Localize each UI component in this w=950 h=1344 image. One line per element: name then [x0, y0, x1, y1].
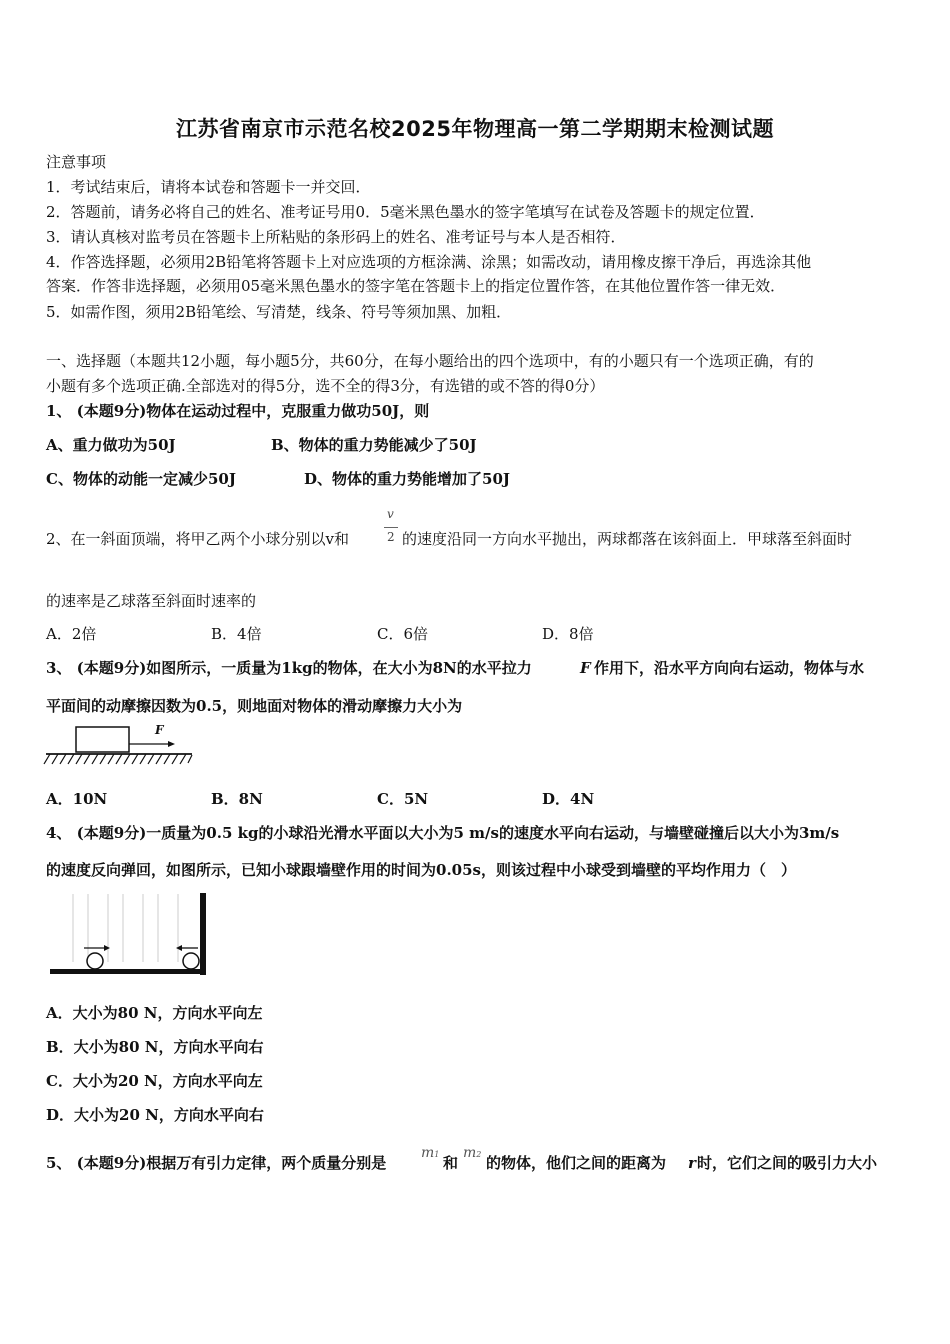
q2-fraction-bar — [384, 527, 398, 528]
q2-stem-part1: 2、在一斜面顶端，将甲乙两个小球分别以v和 — [46, 530, 350, 548]
notes-heading: 注意事项 — [46, 153, 107, 171]
note-item: 2．答题前，请务必将自己的姓名、准考证号用0．5毫米黑色墨水的签字笔填写在试卷及答题卡的规定位置． — [46, 203, 765, 221]
q4-ball-wall-figure — [48, 890, 213, 980]
q2-option-a: A．2倍 — [46, 625, 97, 643]
q3-stem-part1: 3、 (本题9分)如图所示，一质量为1kg的物体，在大小为8N的水平拉力 — [46, 659, 532, 677]
q5-and: 和 — [443, 1154, 459, 1172]
page-title: 江苏省南京市示范名校2025年物理高一第二学期期末检测试题 — [176, 117, 774, 141]
q4-ball-right — [183, 953, 199, 969]
q3-figure-force-label: F — [155, 723, 164, 737]
q2-option-d: D．8倍 — [542, 625, 594, 643]
q4-wall — [200, 893, 206, 975]
q1-option-b: B、物体的重力势能减少了50J — [271, 436, 477, 454]
q2-fraction-numerator: v — [387, 507, 394, 521]
q5-distance-symbol: r — [688, 1154, 696, 1172]
q1-option-a: A、重力做功为50J — [46, 436, 176, 454]
q3-force-arrowhead — [168, 741, 175, 747]
q2-option-c: C．6倍 — [377, 625, 429, 643]
q5-stem-part2: 的物体，他们之间的距离为 — [486, 1154, 667, 1172]
q4-option-a: A．大小为80 N，方向水平向左 — [46, 1004, 263, 1022]
note-item: 3．请认真核对监考员在答题卡上所粘贴的条形码上的姓名、准考证号与本人是否相符． — [46, 228, 626, 246]
q3-block-figure — [44, 724, 194, 770]
q3-option-c: C．5N — [377, 790, 429, 808]
q4-option-d: D．大小为20 N，方向水平向右 — [46, 1106, 264, 1124]
note-item: 5．如需作图，须用2B铅笔绘、写清楚，线条、符号等须加黑、加粗． — [46, 303, 512, 321]
q3-option-b: B．8N — [211, 790, 263, 808]
q1-option-c: C、物体的动能一定减少50J — [46, 470, 236, 488]
section-heading: 一、选择题（本题共12小题，每小题5分，共60分，在每小题给出的四个选项中，有的小题只有一个选项正确，有的 — [46, 352, 814, 370]
q3-force-symbol: F — [580, 659, 591, 677]
q3-stem-part2: 作用下，沿水平方向向右运动，物体与水 — [594, 659, 865, 677]
q2-option-b: B．4倍 — [211, 625, 262, 643]
q5-mass-1: m1 — [421, 1145, 440, 1161]
q1-stem: 1、 (本题9分)物体在运动过程中，克服重力做功50J，则 — [46, 402, 430, 420]
q5-stem-part1: 5、 (本题9分)根据万有引力定律，两个质量分别是 — [46, 1154, 387, 1172]
q3-block — [76, 727, 129, 752]
q3-option-a: A．10N — [46, 790, 108, 808]
q4-ball-left — [87, 953, 103, 969]
q5-stem-part3: 时，它们之间的吸引力大小 — [697, 1154, 878, 1172]
q1-option-d: D、物体的重力势能增加了50J — [304, 470, 510, 488]
note-item: 4．作答选择题，必须用2B铅笔将答题卡上对应选项的方框涂满、涂黑；如需改动，请用橡皮擦干净后，再选涂其他 — [46, 253, 812, 271]
q4-stem-part2: 的速度反向弹回，如图所示，已知小球跟墙壁作用的时间为0.05s，则该过程中小球受到墙壁的平均作用力（ ） — [46, 861, 796, 879]
section-heading-cont: 小题有多个选项正确.全部选对的得5分，选不全的得3分，有选错的或不答的得0分） — [46, 377, 605, 395]
q4-floor — [50, 969, 206, 974]
q3-ground-hatch — [44, 754, 192, 764]
note-item: 答案．作答非选择题，必须用05毫米黑色墨水的签字笔在答题卡上的指定位置作答，在其他位置作答一律无效． — [46, 277, 786, 295]
q4-shading — [73, 894, 178, 962]
q4-stem-part1: 4、 (本题9分)一质量为0.5 kg的小球沿光滑水平面以大小为5 m/s的速度水平向右运动，与墙壁碰撞后以大小为3m/s — [46, 824, 840, 842]
q4-option-c: C．大小为20 N，方向水平向左 — [46, 1072, 263, 1090]
q2-fraction-denominator: 2 — [387, 530, 395, 544]
q4-option-b: B．大小为80 N，方向水平向右 — [46, 1038, 264, 1056]
q3-stem-part3: 平面间的动摩擦因数为0.5，则地面对物体的滑动摩擦力大小为 — [46, 697, 463, 715]
q2-stem-part3: 的速率是乙球落至斜面时速率的 — [46, 592, 257, 610]
q5-mass-2: m2 — [463, 1145, 482, 1161]
note-item: 1．考试结束后，请将本试卷和答题卡一并交回． — [46, 178, 371, 196]
q3-option-d: D．4N — [542, 790, 595, 808]
q2-stem-part2: 的速度沿同一方向水平抛出，两球都落在该斜面上．甲球落至斜面时 — [402, 530, 853, 548]
